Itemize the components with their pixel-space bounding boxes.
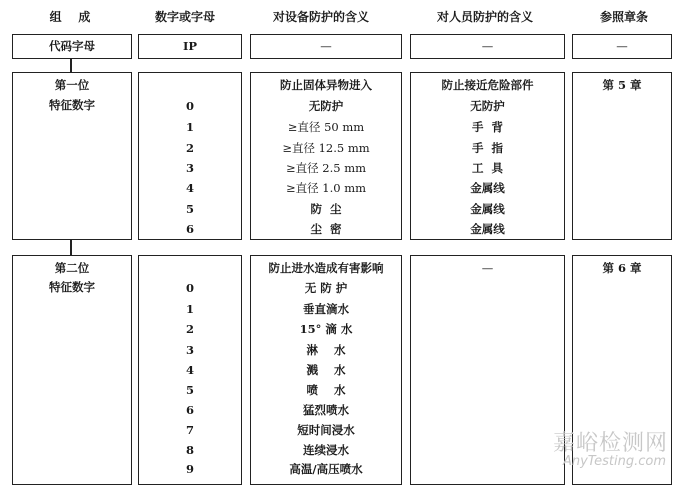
first-digit-row-3-equipment: ≥直径 2.5 mm (285, 161, 367, 175)
first-digit-reference: 第 5 章 (602, 78, 642, 92)
code-label: 代码字母 (49, 39, 95, 53)
code-letters-box (138, 34, 242, 59)
second-digit-row-3-digit: 3 (185, 343, 194, 357)
code-equipment: — (320, 39, 332, 53)
second-digit-row-0-digit: 0 (185, 281, 194, 295)
header-reference-clause: 参照章条 (599, 10, 648, 24)
first-digit-row-1-equipment: ≥直径 50 mm (287, 120, 365, 134)
first-digit-row-0-persons: 无防护 (470, 99, 505, 113)
code-persons: — (481, 39, 494, 53)
watermark-logo-text: 嘉峪检测网 (552, 431, 668, 456)
second-digit-row-1-digit: 1 (185, 302, 194, 316)
second-digit-row-7-digit: 7 (185, 423, 194, 437)
second-digit-row-5-digit: 5 (185, 383, 194, 397)
first-digit-row-4-digit: 4 (185, 181, 194, 195)
first-digit-equipment-heading: 防止固体异物进入 (280, 78, 372, 92)
second-digit-row-9-equipment: 高温/高压喷水 (289, 462, 363, 476)
second-digit-row-3-equipment: 淋 水 (306, 343, 346, 357)
first-digit-persons-heading: 防止接近危险部件 (441, 78, 534, 92)
first-digit-row-0-equipment: 无防护 (308, 99, 344, 113)
first-digit-label-line1: 第一位 (54, 78, 90, 92)
second-digit-row-6-equipment: 猛烈喷水 (303, 403, 349, 417)
second-digit-row-4-digit: 4 (185, 363, 194, 377)
code-reference: — (616, 39, 628, 53)
second-digit-persons: — (481, 261, 494, 275)
header-digit-or-letter: 数字或字母 (154, 10, 215, 24)
code-label-box (12, 34, 132, 59)
header-equipment-protection: 对设备防护的含义 (272, 10, 369, 24)
first-digit-row-4-equipment: ≥直径 1.0 mm (285, 181, 367, 195)
first-digit-row-2-equipment: ≥直径 12.5 mm (282, 141, 370, 155)
second-digit-label-line1: 第二位 (54, 261, 90, 275)
second-digit-row-1-equipment: 垂直滴水 (303, 302, 349, 316)
second-digit-row-8-digit: 8 (185, 443, 194, 457)
header-person-protection: 对人员防护的含义 (436, 10, 533, 24)
second-digit-persons-box (410, 255, 565, 485)
first-digit-row-1-persons: 手 背 (471, 120, 503, 134)
code-persons-box (410, 34, 565, 59)
first-digit-label-line2: 特征数字 (49, 98, 95, 112)
first-digit-row-2-digit: 2 (185, 141, 194, 155)
first-digit-row-4-persons: 金属线 (470, 181, 505, 195)
code-equipment-box (250, 34, 402, 59)
watermark-url: AnyTesting.com (562, 454, 666, 469)
first-digit-row-6-equipment: 尘 密 (310, 222, 342, 236)
first-digit-row-2-persons: 手 指 (471, 141, 503, 155)
first-digit-row-5-persons: 金属线 (470, 202, 505, 216)
second-digit-label-line2: 特征数字 (49, 280, 95, 294)
second-digit-row-4-equipment: 溅 水 (306, 363, 346, 377)
first-digit-row-5-digit: 5 (185, 202, 194, 216)
first-digit-row-6-digit: 6 (185, 222, 194, 236)
first-digit-row-6-persons: 金属线 (470, 222, 505, 236)
first-digit-row-3-persons: 工 具 (471, 161, 503, 175)
second-digit-row-9-digit: 9 (185, 462, 194, 476)
second-digit-row-6-digit: 6 (185, 403, 194, 417)
second-digit-row-8-equipment: 连续浸水 (303, 443, 349, 457)
connector-first-to-second (70, 240, 72, 255)
second-digit-row-0-equipment: 无 防 护 (304, 281, 348, 295)
connector-code-to-first (70, 59, 72, 72)
first-digit-row-0-digit: 0 (185, 99, 194, 113)
header-composition: 组 成 (49, 10, 91, 24)
first-digit-row-1-digit: 1 (185, 120, 194, 134)
second-digit-row-2-digit: 2 (185, 322, 194, 336)
first-digit-row-3-digit: 3 (185, 161, 194, 175)
first-digit-row-5-equipment: 防 尘 (310, 202, 342, 216)
first-digit-reference-box (572, 72, 672, 240)
code-letters: IP (182, 39, 198, 53)
second-digit-reference: 第 6 章 (602, 261, 642, 275)
second-digit-row-5-equipment: 喷 水 (306, 383, 346, 397)
code-reference-box (572, 34, 672, 59)
first-digit-label-box (12, 72, 132, 240)
second-digit-row-2-equipment: 15° 滴 水 (299, 322, 353, 336)
second-digit-equipment-heading: 防止进水造成有害影响 (268, 261, 384, 275)
second-digit-label-box (12, 255, 132, 485)
second-digit-row-7-equipment: 短时间浸水 (297, 423, 355, 437)
